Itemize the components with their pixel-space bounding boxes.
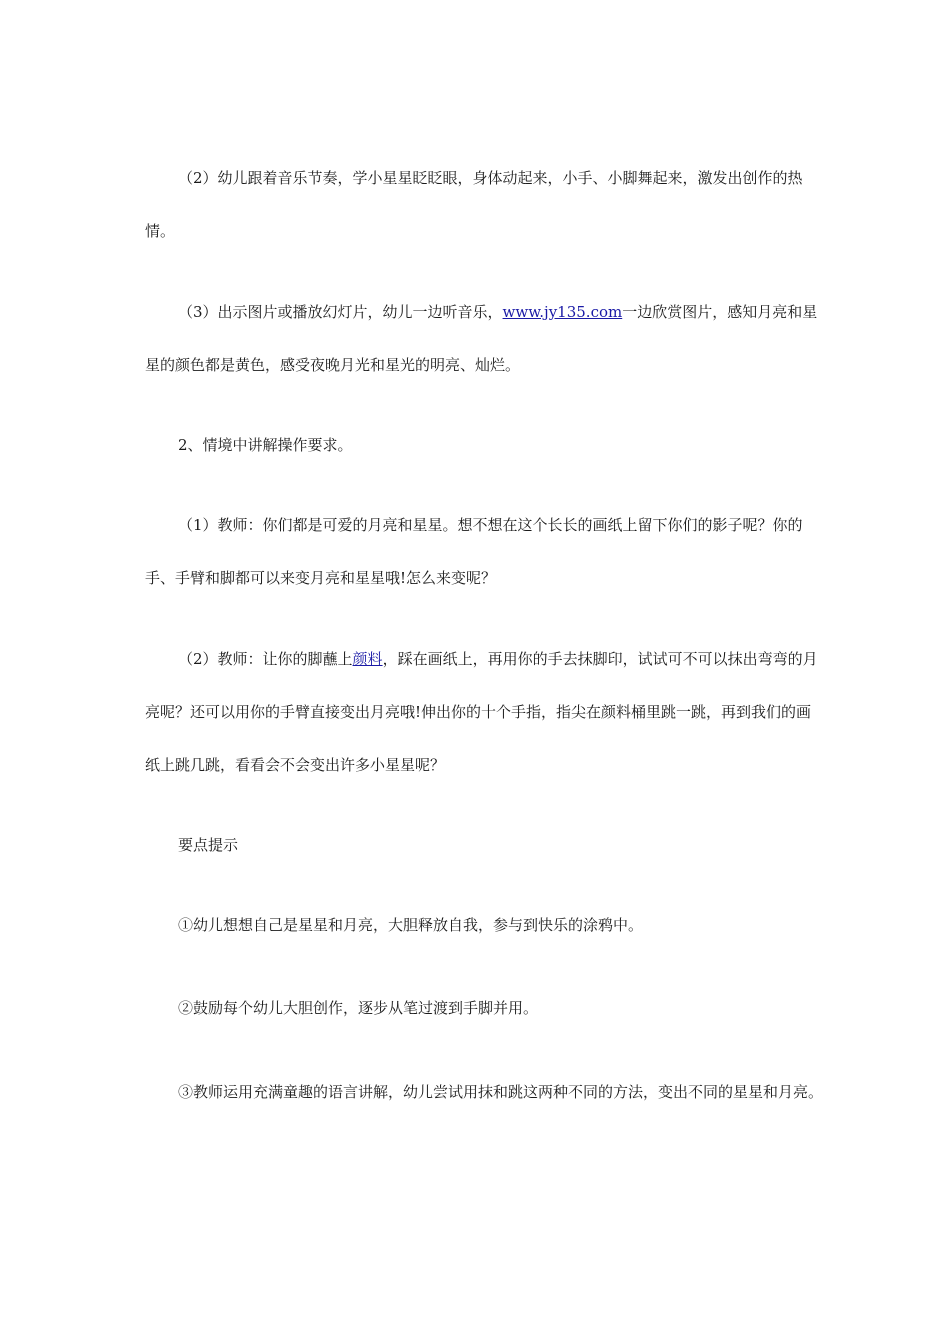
key-point-item-3: ③教师运用充满童趣的语言讲解，幼儿尝试用抹和跳这两种不同的方法，变出不同的星星和月亮。: [178, 1083, 824, 1101]
paragraph-text-segment: ，踩在画纸上，再用你的手去抹脚印，试试可不可以抹出弯弯的月亮呢？还可以用你的手臂直接变出月亮哦!伸出你的十个手指，指尖在颜料桶里跳一跳，再到我们的画纸上跳几跳，看看会不会变出许多小星星呢？: [145, 650, 818, 774]
website-link[interactable]: www.jy135.com: [502, 303, 623, 321]
paint-link[interactable]: 颜料: [352, 650, 383, 668]
section-heading-key-points: 要点提示: [178, 836, 239, 854]
section-heading-requirements: 2、情境中讲解操作要求。: [178, 436, 353, 454]
paragraph-show-pictures: [145, 286, 825, 392]
paragraph-text-segment: （3）出示图片或播放幻灯片，幼儿一边听音乐，: [178, 303, 503, 321]
key-point-item-1: ①幼儿想想自己是星星和月亮，大胆释放自我，参与到快乐的涂鸦中。: [178, 916, 644, 934]
key-point-item-2: ②鼓励每个幼儿大胆创作，逐步从笔过渡到手脚并用。: [178, 999, 539, 1017]
paragraph-text-segment: 一边欣赏图片，感知月亮和星星的颜色都是黄色，感受夜晚月光和星光的明亮、灿烂。: [145, 303, 818, 374]
paragraph-teacher-question: （1）教师：你们都是可爱的月亮和星星。想不想在这个长长的画纸上留下你们的影子呢？你的手、手臂和脚都可以来变月亮和星星哦!怎么来变呢？: [145, 516, 803, 587]
paragraph-music-rhythm: （2）幼儿跟着音乐节奏，学小星星眨眨眼，身体动起来，小手、小脚舞起来，激发出创作的热情。: [145, 169, 803, 240]
paragraph-text-segment: （2）教师：让你的脚蘸上: [178, 650, 353, 668]
paragraph-teacher-instructions: [145, 633, 825, 792]
